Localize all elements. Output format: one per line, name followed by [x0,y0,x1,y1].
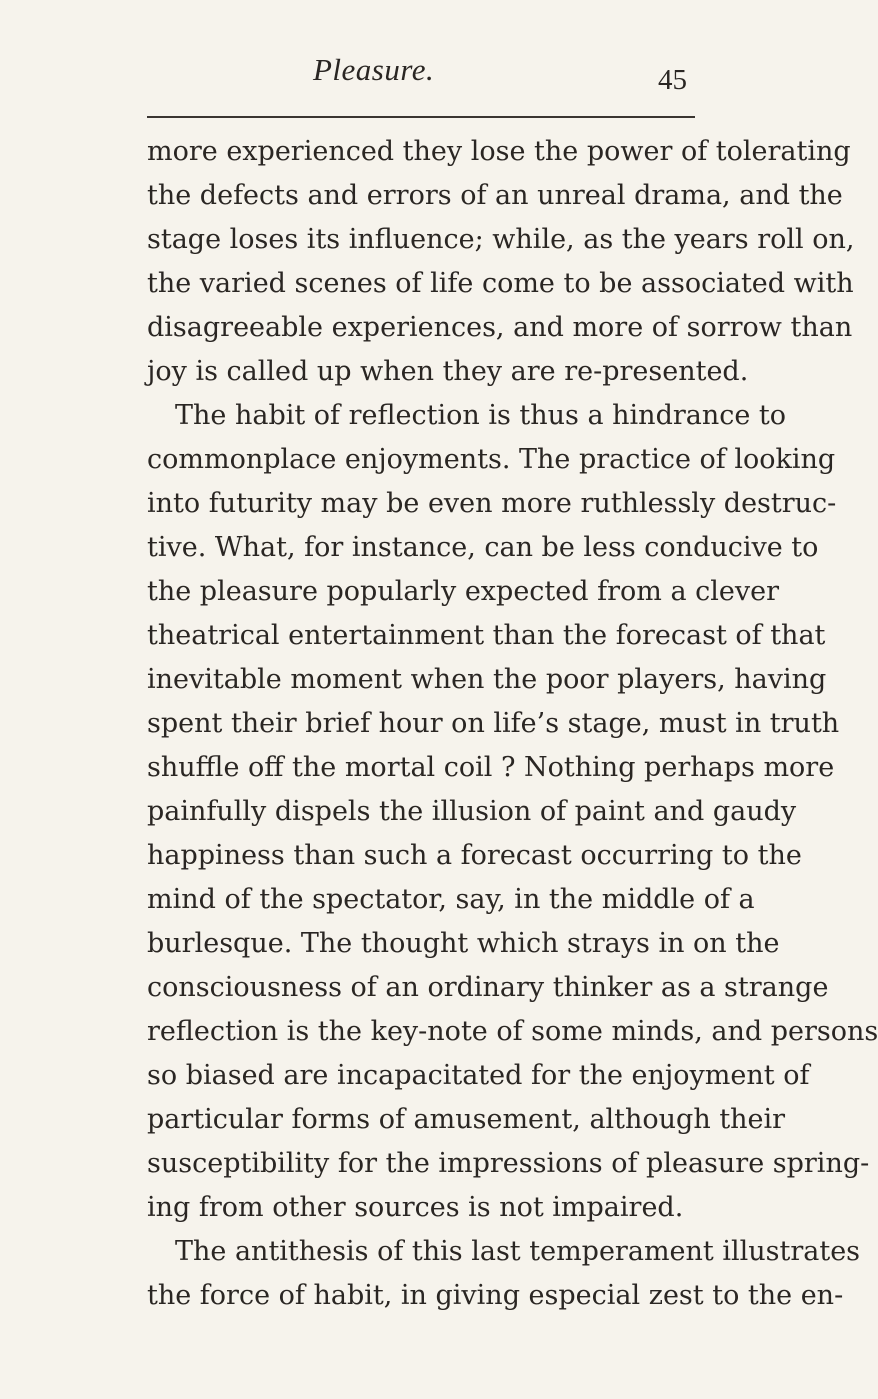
text-line: particular forms of amusement, although their [147,1104,786,1135]
text-line: inevitable moment when the poor players, having [147,664,827,695]
text-line: happiness than such a forecast occurring to the [147,840,802,871]
running-head-title: Pleasure. [313,52,435,87]
text-line: burlesque. The thought which strays in on the [147,928,780,959]
text-line: mind of the spectator, say, in the middle of a [147,884,755,915]
text-line: so biased are incapacitated for the enjoyment of [147,1060,810,1091]
text-line: the pleasure popularly expected from a clever [147,576,780,607]
text-line: disagreeable experiences, and more of sorrow than [147,312,853,343]
text-line: The antithesis of this last temperament illustrates [175,1236,861,1267]
text-line: into futurity may be even more ruthlessly destruc- [147,488,837,519]
text-line: the varied scenes of life come to be associated with [147,268,854,299]
text-line: ing from other sources is not impaired. [147,1192,684,1223]
text-line: the force of habit, in giving especial zest to the en- [147,1280,844,1311]
page-number: 45 [658,64,687,96]
text-line: susceptibility for the impressions of pleasure spring- [147,1148,870,1179]
text-line: more experienced they lose the power of tolerating [147,136,851,167]
text-line: shuffle off the mortal coil ? Nothing perhaps more [147,752,835,783]
text-line: tive. What, for instance, can be less conducive to [147,532,819,563]
text-line: consciousness of an ordinary thinker as a strange [147,972,829,1003]
text-line: theatrical entertainment than the forecast of that [147,620,826,651]
text-line: stage loses its influence; while, as the years roll on, [147,224,855,255]
text-line: spent their brief hour on life’s stage, must in truth [147,708,840,739]
text-line: joy is called up when they are re-presented. [147,356,749,387]
text-line: reflection is the key-note of some minds, and persons [147,1016,878,1047]
text-line: the defects and errors of an unreal drama, and the [147,180,843,211]
text-line: commonplace enjoyments. The practice of looking [147,444,836,475]
text-line: painfully dispels the illusion of paint and gaudy [147,796,797,827]
header-rule [147,116,695,118]
text-line: The habit of reflection is thus a hindrance to [175,400,787,431]
